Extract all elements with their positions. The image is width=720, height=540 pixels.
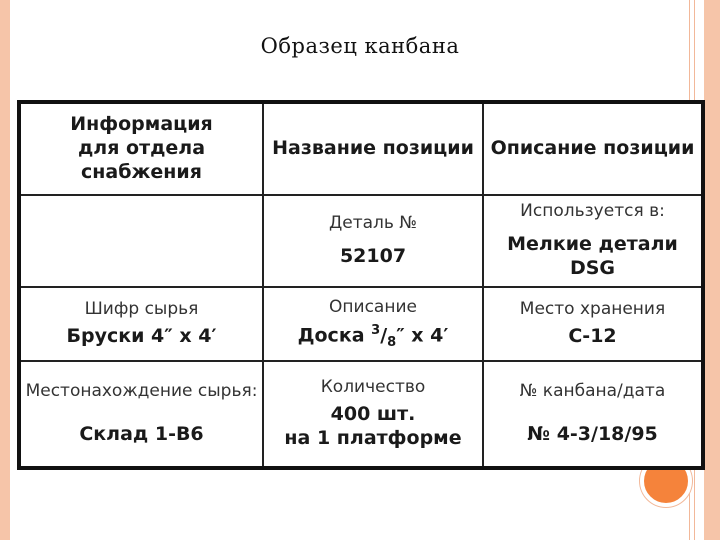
empty-cell xyxy=(19,195,263,287)
description-value-prefix: Доска xyxy=(297,324,372,347)
header-purchasing-info-text: Информация для отдела снабжения xyxy=(70,113,213,183)
fraction-numerator: 3 xyxy=(371,322,381,338)
storage-location-cell xyxy=(483,287,703,361)
header-item-description-text: Описание позиции xyxy=(490,137,695,160)
used-in-value: Мелкие детали DSG xyxy=(507,233,678,279)
slide-title: Образец канбана xyxy=(260,34,460,58)
header-purchasing-info xyxy=(19,102,263,195)
material-code-value: Бруски 4″ x 4′ xyxy=(66,325,217,348)
part-number-cell xyxy=(263,195,483,287)
part-number-value: 52107 xyxy=(339,245,407,268)
storage-location-value: С-12 xyxy=(568,325,617,348)
material-location-value: Склад 1-В6 xyxy=(79,423,204,446)
used-in-label: Используется в: xyxy=(520,201,665,222)
kanban-number-date-label: № канбана/дата xyxy=(519,381,666,402)
table-header-row xyxy=(19,102,703,195)
header-item-description xyxy=(483,102,703,195)
description-value xyxy=(268,323,478,351)
description-value-suffix: ″ x 4′ xyxy=(396,324,449,347)
fraction-slash: / xyxy=(380,324,388,347)
kanban-number-date-value: № 4-3/18/95 xyxy=(527,423,658,446)
table-row xyxy=(19,287,703,361)
quantity-value-line1: 400 шт. xyxy=(330,403,416,426)
storage-location-label: Место хранения xyxy=(519,299,666,320)
material-location-cell xyxy=(19,361,263,468)
table-row xyxy=(19,195,703,287)
quantity-value-line2: на 1 платформе xyxy=(284,427,462,449)
material-location-label: Местонахождение сырья: xyxy=(25,381,258,402)
material-code-cell xyxy=(19,287,263,361)
part-number-label: Деталь № xyxy=(328,213,418,234)
right-decor-band xyxy=(704,0,720,540)
header-item-name-text: Название позиции xyxy=(272,137,474,160)
description-cell xyxy=(263,287,483,361)
used-in-cell xyxy=(483,195,703,287)
fraction-denominator: 8 xyxy=(387,334,397,350)
table-row xyxy=(19,361,703,468)
material-code-label: Шифр сырья xyxy=(84,299,199,320)
quantity-cell xyxy=(263,361,483,468)
quantity-label: Количество xyxy=(320,377,426,398)
kanban-number-date-cell xyxy=(483,361,703,468)
header-item-name xyxy=(263,102,483,195)
left-decor-band xyxy=(0,0,10,540)
description-label: Описание xyxy=(329,296,417,317)
kanban-card-table xyxy=(17,100,705,470)
